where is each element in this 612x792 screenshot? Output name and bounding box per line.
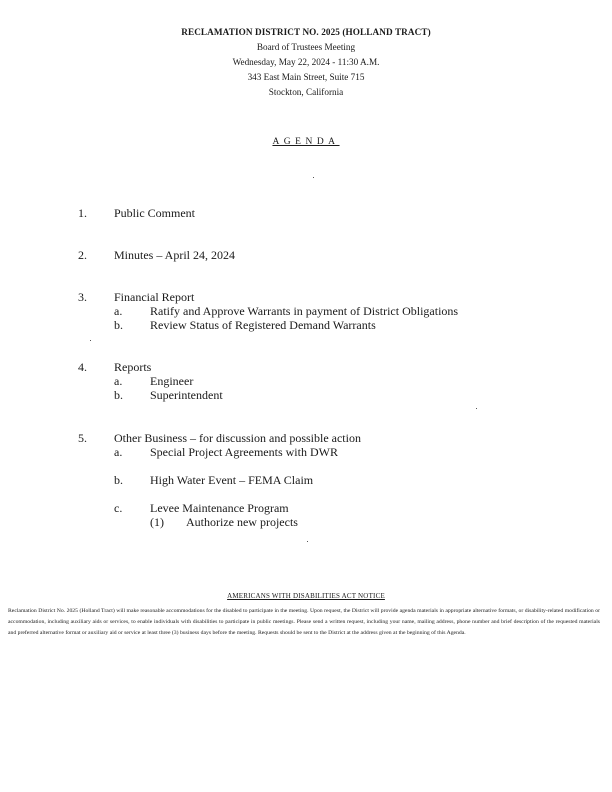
subitem-letter: c. — [114, 501, 123, 515]
subsubitem-label: Authorize new projects — [186, 515, 298, 529]
subitem-letter: a. — [114, 445, 123, 459]
ada-notice-title: AMERICANS WITH DISABILITIES ACT NOTICE — [227, 592, 385, 600]
item-label: Financial Report — [114, 290, 195, 304]
meeting-name: Board of Trustees Meeting — [256, 42, 356, 52]
subitem-label: Superintendent — [150, 388, 223, 402]
subitem-label: Ratify and Approve Warrants in payment of District Obligations — [150, 304, 459, 318]
subitem-label: Review Status of Registered Demand Warrants — [150, 318, 376, 332]
subitem-letter: b. — [114, 318, 123, 332]
scan-speck — [307, 541, 308, 542]
subitem-label: Engineer — [150, 374, 194, 388]
item-number: 4. — [78, 360, 87, 374]
item-number: 5. — [78, 431, 87, 445]
subitem-label: Levee Maintenance Program — [150, 501, 289, 515]
meeting-address: 343 East Main Street, Suite 715 — [247, 72, 365, 82]
district-name: RECLAMATION DISTRICT NO. 2025 (HOLLAND TRACT) — [181, 27, 431, 37]
scan-speck — [313, 177, 314, 178]
document-header — [0, 25, 612, 100]
ada-notice-body: Reclamation District No. 2025 (Holland Tract) will make reasonable accommodations for the disabled to participate in the meeting. Upon request, the District will provide agenda materials in appropriate alternative formats, or disability-related modification or accommodation, including auxiliary aids or services, to enable individuals with disabilities to participate in public meetings. Please send a written request, including your name, mailing address, phone number and brief description of the requested materials and preferred alternative format or auxiliary aid or service at least three (3) business days before the meeting. Requests should be sent to the District at the address given at the beginning of this Agenda. — [8, 608, 600, 636]
item-number: 2. — [78, 248, 87, 262]
agenda-title: AGENDA — [272, 137, 340, 147]
scan-speck — [476, 408, 477, 409]
subitem-label: High Water Event – FEMA Claim — [150, 473, 314, 487]
item-number: 1. — [78, 206, 87, 220]
meeting-datetime: Wednesday, May 22, 2024 - 11:30 A.M. — [232, 57, 380, 67]
item-label: Public Comment — [114, 206, 195, 220]
item-label: Minutes – April 24, 2024 — [114, 248, 236, 262]
scan-speck — [90, 340, 91, 341]
subitem-letter: a. — [114, 304, 123, 318]
item-number: 3. — [78, 290, 87, 304]
item-label: Reports — [114, 360, 152, 374]
subitem-letter: a. — [114, 374, 123, 388]
meeting-city: Stockton, California — [268, 87, 344, 97]
subitem-letter: b. — [114, 388, 123, 402]
subitem-label: Special Project Agreements with DWR — [150, 445, 338, 459]
subitem-letter: b. — [114, 473, 123, 487]
subsubitem-number: (1) — [150, 515, 164, 529]
item-label: Other Business – for discussion and possible action — [114, 431, 361, 445]
